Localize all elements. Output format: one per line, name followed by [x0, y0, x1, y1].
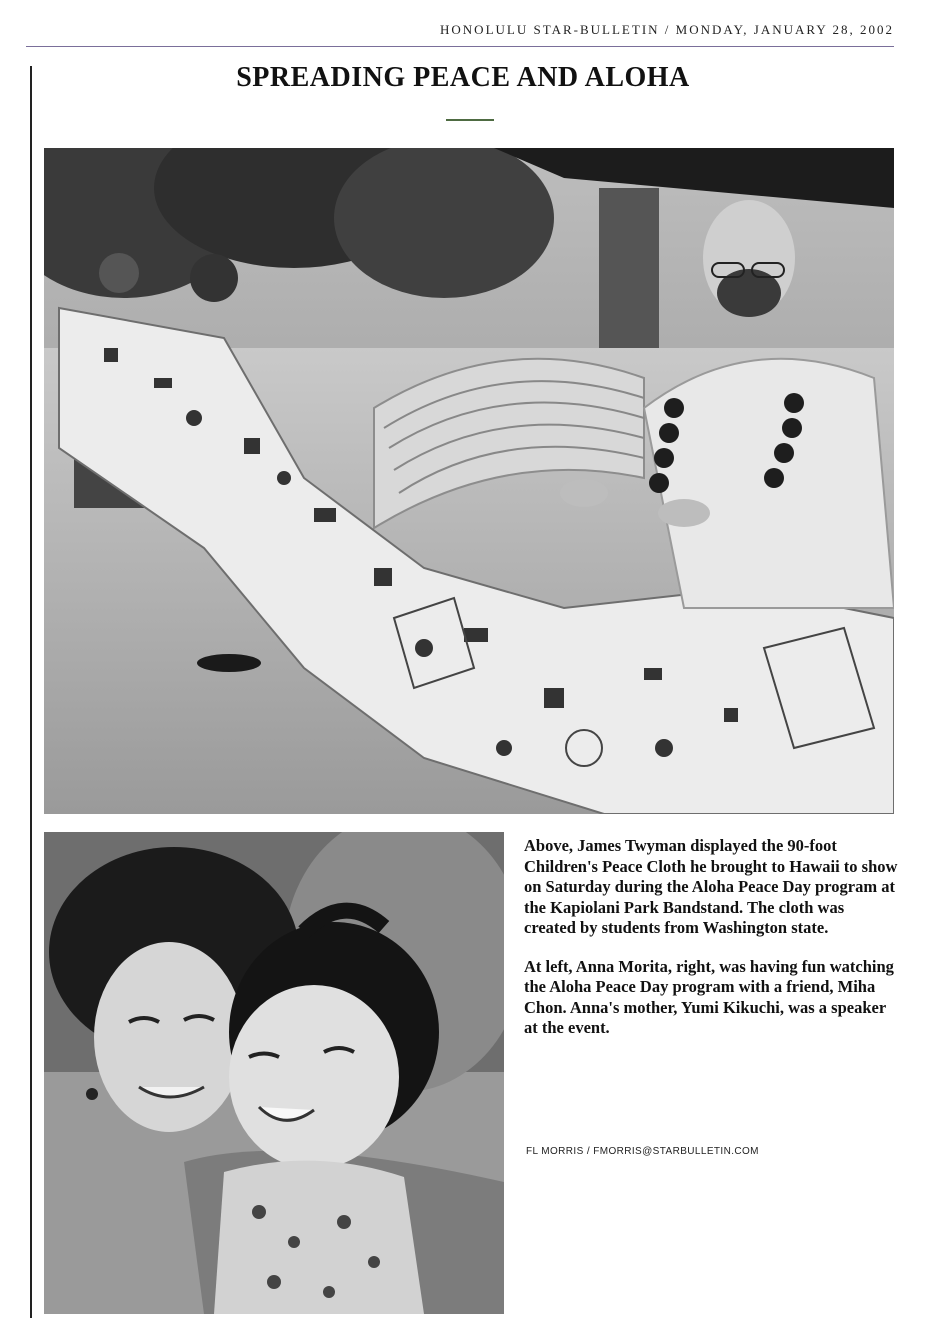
children-photo [44, 832, 504, 1314]
caption-paragraph-2: At left, Anna Morita, right, was having fun watching the Aloha Peace Day program with a friend, Miha Chon. Anna's mother, Yumi Kikuchi, was a speaker at the event. [524, 956, 894, 1037]
photo-credit: FL MORRIS / FMORRIS@STARBULLETIN.COM [526, 1146, 759, 1157]
headline: SPREADING PEACE AND ALOHA [236, 62, 690, 93]
masthead: HONOLULU STAR-BULLETIN / MONDAY, JANUARY 28, 2002 [440, 22, 894, 37]
peace-cloth-photo [44, 148, 894, 814]
caption-paragraph-1: Above, James Twyman displayed the 90-foot Children's Peace Cloth he brought to Hawaii to show on Saturday during the Aloha Peace Day program at the Kapiolani Park Bandstand. The cloth was created by students from Washington state. [524, 836, 898, 937]
headline-rule [446, 119, 494, 121]
left-margin-rule [30, 66, 32, 1318]
masthead-rule [26, 46, 894, 47]
caption-block [524, 836, 900, 1057]
